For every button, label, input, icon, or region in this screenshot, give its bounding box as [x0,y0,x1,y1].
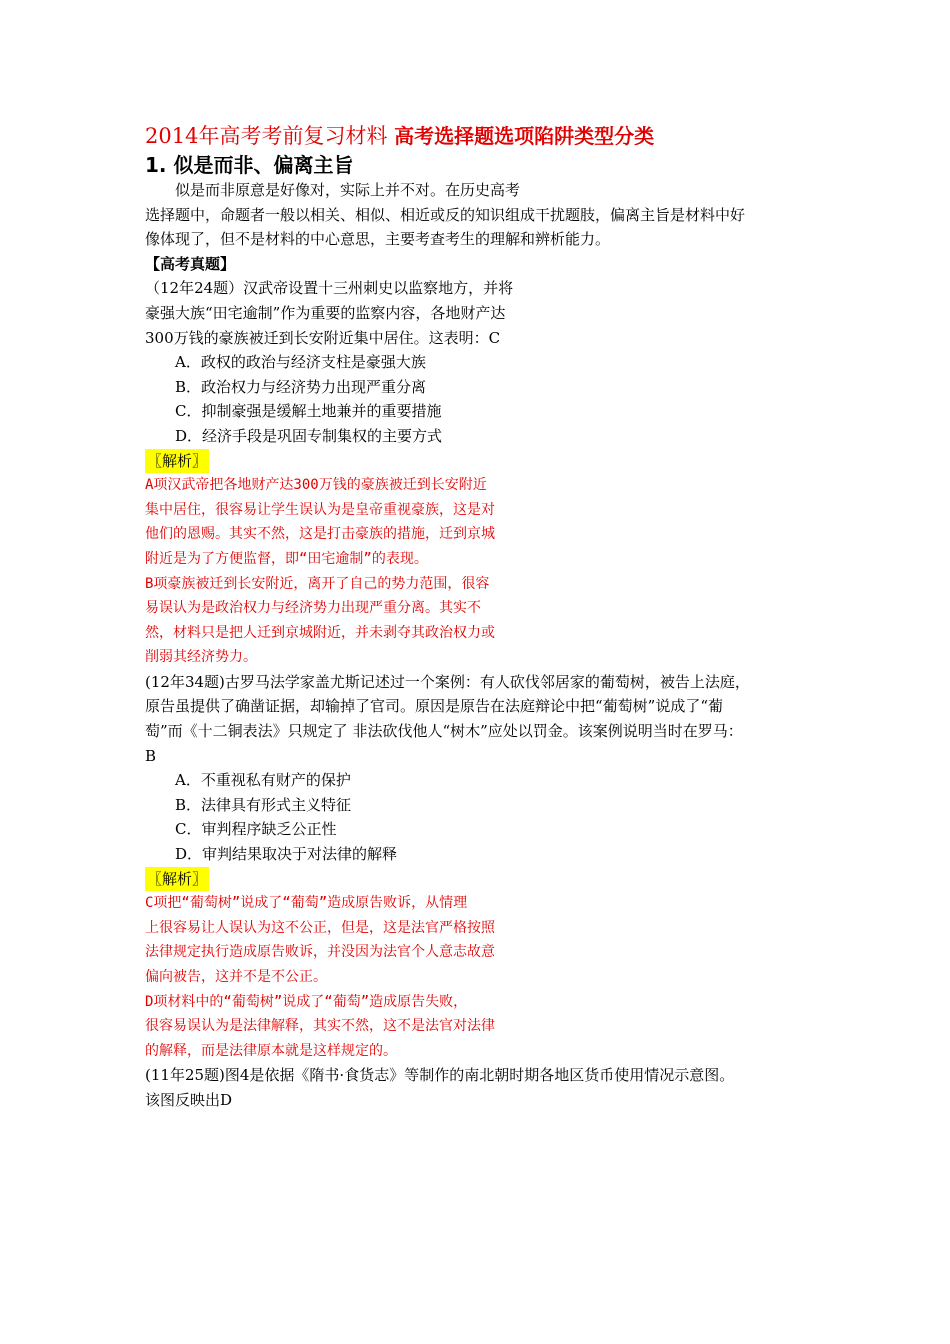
question-answer: B [145,746,157,765]
real-exam-label: 【高考真题】 [145,254,236,273]
analysis-label: 〖解析〗 [145,449,209,474]
intro-line: 似是而非原意是好像对，实际上并不对。在历史高考 [175,181,521,199]
title-main: 高考选择题选项陷阱类型分类 [394,124,655,148]
analysis-line: 偏向被告，这并不是不公正。 [145,969,327,985]
analysis-label-row [145,449,825,474]
intro-line: 选择题中，命题者一般以相关、相似、相近或反的知识组成干扰题肢，偏离主旨是材料中好 [145,205,746,224]
option-b: B．法律具有形式主义特征 [175,795,352,814]
document-page [145,120,825,1113]
document-title [145,120,825,152]
analysis-line: 法律规定执行造成原告败诉，并没因为法官个人意志故意 [145,944,495,961]
analysis-label: 〖解析〗 [145,867,209,892]
question-stem: 300万钱的豪族被迁到长安附近集中居住。这表明：C [145,328,501,347]
analysis-line: 上很容易让人误认为这不公正，但是，这是法官严格按照 [145,919,495,936]
section-heading: 1. 似是而非、偏离主旨 [145,153,354,177]
analysis-line: 易误认为是政治权力与经济势力出现严重分离。其实不 [145,600,481,617]
analysis-line: 削弱其经济势力。 [145,649,257,666]
analysis-line: C项把“葡萄树”说成了“葡萄”造成原告败诉，从情理 [145,895,468,912]
option-a: A．政权的政治与经济支柱是豪强大族 [175,353,426,372]
analysis-line: 集中居住，很容易让学生误认为是皇帝重视豪族，这是对 [145,501,495,518]
question-stem: （12年24题）汉武帝设置十三州刺史以监察地方，并将 [145,279,514,298]
option-d: D．审判结果取决于对法律的解释 [175,845,398,864]
analysis-line: 附近是为了方便监督，即“田宅逾制”的表现。 [145,550,428,567]
analysis-line: B项豪族被迁到长安附近，离开了自己的势力范围，很容 [145,575,490,592]
analysis-line: D项材料中的“葡萄树”说成了“葡萄”造成原告失败， [145,993,468,1010]
analysis-line: 他们的恩赐。其实不然，这是打击豪族的措施，迁到京城 [145,526,495,543]
analysis-line: 很容易误认为是法律解释，其实不然，这不是法官对法律 [145,1018,495,1035]
analysis-label-row [145,867,825,892]
option-a: A．不重视私有财产的保护 [175,771,351,790]
question-stem: (11年25题)图4是依据《隋书·食货志》等制作的南北朝时期各地区货币使用情况示意图。 [145,1066,735,1085]
option-b: B．政治权力与经济势力出现严重分离 [175,377,427,396]
analysis-line: 的解释，而是法律原本就是这样规定的。 [145,1042,397,1059]
question-stem: 萄”而《十二铜表法》只规定了 非法砍伐他人“树木”应处以罚金。该案例说明当时在罗马： [145,722,743,741]
analysis-line: A项汉武帝把各地财产达300万钱的豪族被迁到长安附近 [145,477,487,494]
question-stem: 豪强大族“田宅逾制”作为重要的监察内容，各地财产达 [145,303,506,322]
title-prefix: 2014年高考考前复习材料 [145,124,388,148]
option-c: C．审判程序缺乏公正性 [175,820,337,839]
option-d: D．经济手段是巩固专制集权的主要方式 [175,426,443,445]
analysis-line: 然，材料只是把人迁到京城附近，并未剥夺其政治权力或 [145,624,495,641]
question-stem: 该图反映出D [145,1090,233,1109]
question-stem: (12年34题)古罗马法学家盖尤斯记述过一个案例：有人砍伐邻居家的葡萄树，被告上法庭， [145,672,750,691]
question-stem: 原告虽提供了确凿证据，却输掉了官司。原因是原告在法庭辩论中把“葡萄树”说成了“葡 [145,697,724,716]
intro-line: 像体现了，但不是材料的中心意思，主要考查考生的理解和辨析能力。 [145,230,611,249]
option-c: C．抑制豪强是缓解土地兼并的重要措施 [175,402,442,421]
